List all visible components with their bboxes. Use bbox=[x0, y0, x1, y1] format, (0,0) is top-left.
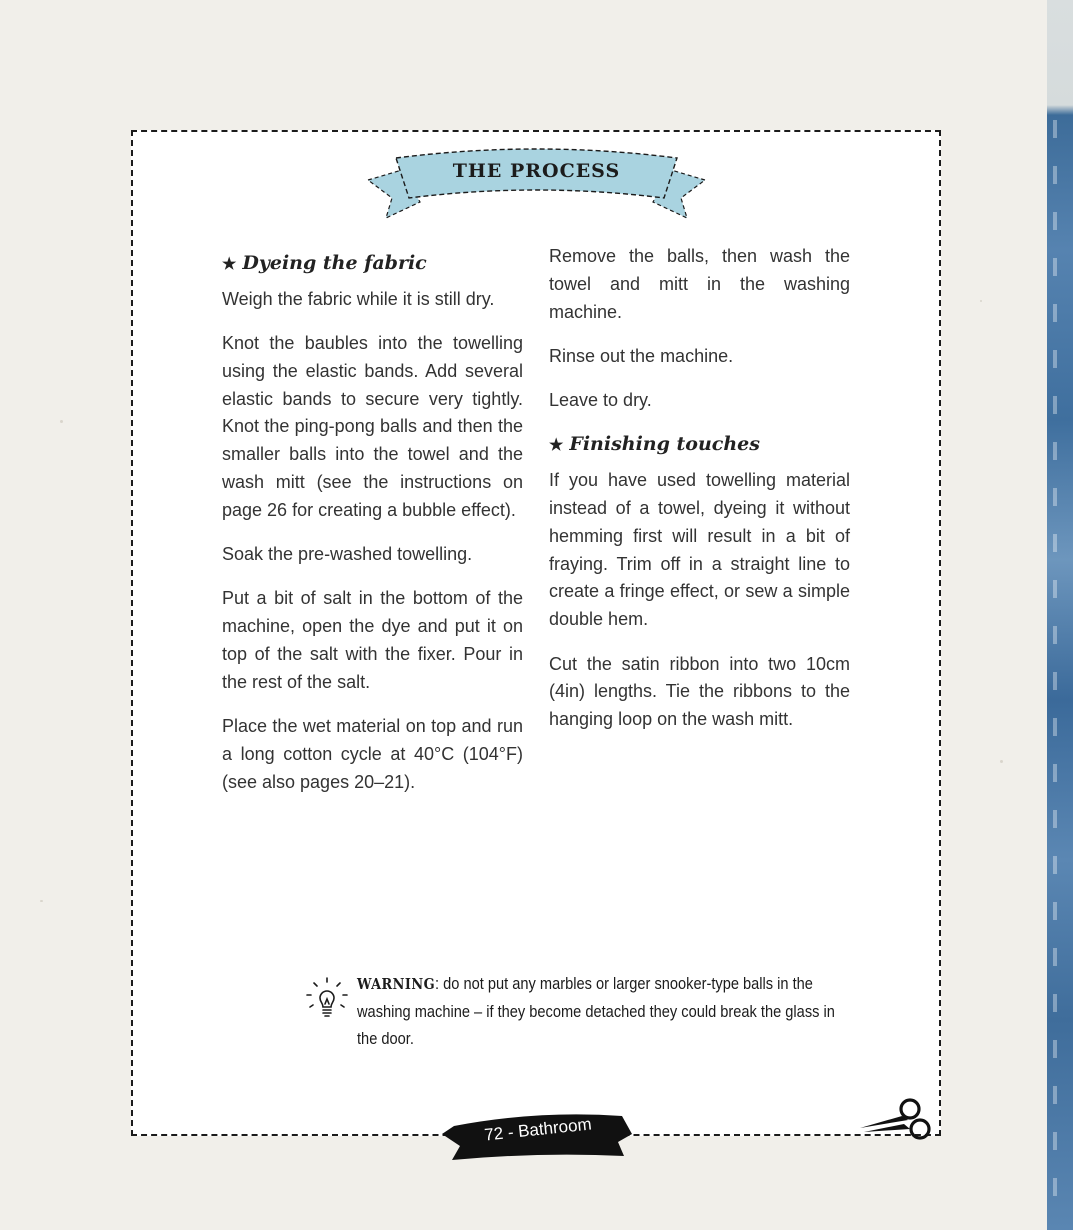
paragraph: If you have used towelling material instead of a towel, dyeing it without hemming first will result in a bit of fraying. Trim off in a straight line to create a fringe effect, or sew a simple double hem. bbox=[549, 470, 850, 630]
paragraph: Weigh the fabric while it is still dry. bbox=[222, 288, 495, 309]
paper-speck bbox=[980, 300, 982, 302]
towel-photo-edge bbox=[1047, 0, 1073, 1230]
paper-speck bbox=[40, 900, 43, 902]
warning-label: WARNING bbox=[357, 975, 436, 993]
scissors-icon bbox=[858, 1096, 934, 1140]
paragraph: Soak the pre-washed towelling. bbox=[222, 544, 473, 565]
warning-body: : do not put any marbles or larger snooker-type balls in the washing machine – if they become detached they could break the glass in the door. bbox=[357, 974, 835, 1048]
heading-text: Finishing touches bbox=[569, 433, 760, 456]
paragraph: Rinse out the machine. bbox=[549, 345, 734, 366]
star-icon: ★ bbox=[222, 254, 237, 273]
paragraph: Leave to dry. bbox=[549, 390, 652, 411]
section-heading-finishing bbox=[549, 431, 850, 459]
paragraph: Cut the satin ribbon into two 10cm (4in) lengths. Tie the ribbons to the hanging loop on the wash mitt. bbox=[549, 653, 850, 730]
star-icon: ★ bbox=[549, 435, 564, 455]
page-number-label: 72 - Bathroom bbox=[483, 1114, 593, 1145]
paper-speck bbox=[60, 420, 63, 423]
paragraph: Remove the balls, then wash the towel and mitt in the washing machine. bbox=[549, 246, 850, 322]
banner-title: THE PROCESS bbox=[452, 160, 621, 182]
heading-text: Dyeing the fabric bbox=[242, 252, 427, 274]
section-heading-dyeing bbox=[222, 250, 523, 278]
paragraph: Place the wet material on top and run a long cotton cycle at 40°C (104°F) (see also pages 20–21). bbox=[222, 716, 523, 792]
right-column bbox=[549, 243, 850, 750]
left-column bbox=[222, 250, 523, 813]
warning-note bbox=[304, 970, 864, 1048]
paper-speck bbox=[1000, 760, 1003, 763]
title-banner bbox=[364, 146, 709, 224]
paragraph: Knot the baubles into the towelling using the elastic bands. Add several elastic bands to secure very tightly. Knot the ping-pong balls and then the smaller balls into the towel and the wash mitt (see the instructions on page 26 for creating a bubble effect). bbox=[222, 333, 523, 520]
warning-text bbox=[357, 970, 856, 1052]
lightbulb-icon bbox=[304, 974, 350, 1020]
paragraph: Put a bit of salt in the bottom of the machine, open the dye and put it on top of the salt with the fixer. Pour in the rest of the salt. bbox=[222, 588, 523, 692]
